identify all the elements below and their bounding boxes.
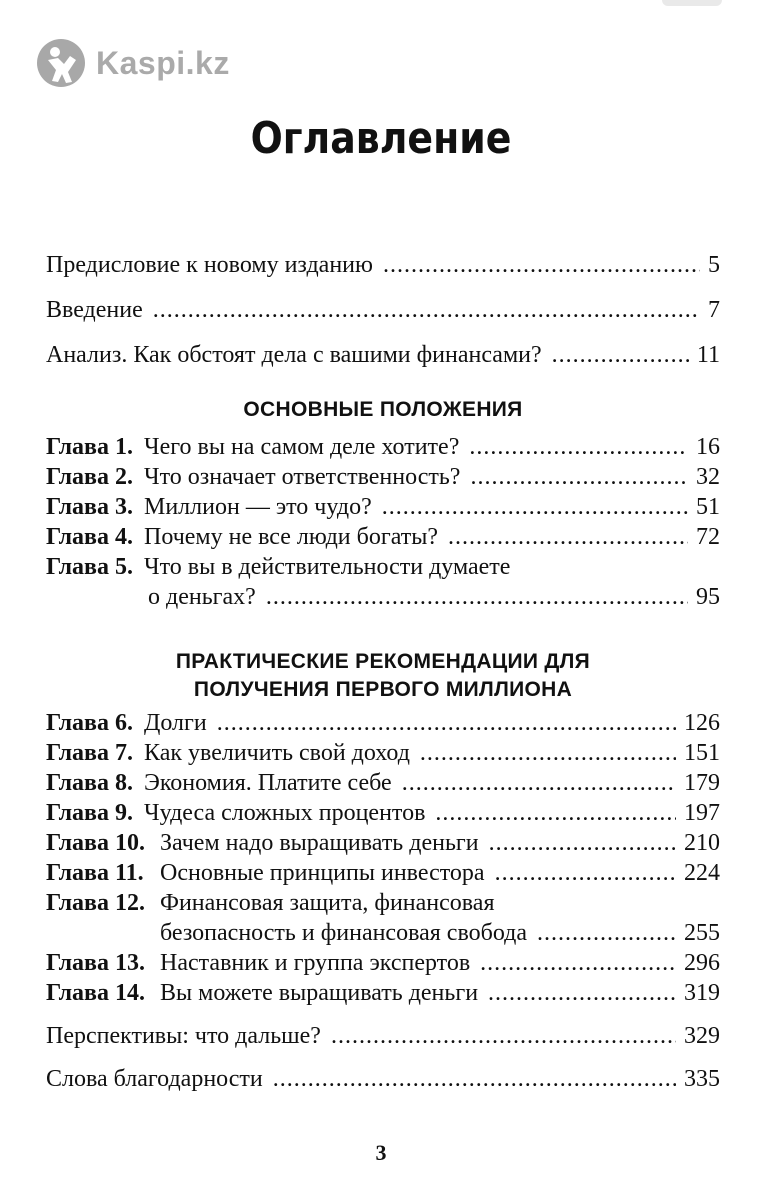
- kaspi-watermark: [36, 38, 230, 88]
- table-of-contents: [46, 250, 720, 1094]
- leader-dots: [537, 918, 676, 948]
- leader-dots: [488, 978, 676, 1008]
- chapter-label: Глава 5.: [46, 554, 133, 580]
- chapter-page: 32: [696, 464, 720, 490]
- chapter-entry: [46, 522, 720, 552]
- chapter-label: Глава 7.: [46, 740, 133, 766]
- entry-page: 329: [684, 1023, 720, 1049]
- entry-page: 5: [708, 252, 720, 278]
- chapter-label: Глава 1.: [46, 434, 133, 460]
- chapter-page: 126: [684, 710, 720, 736]
- chapter-label: Глава 13.: [46, 950, 145, 976]
- chapter-entry: [46, 828, 720, 858]
- chapter-label: Глава 2.: [46, 464, 133, 490]
- entry-title: Предисловие к новому изданию: [46, 252, 373, 278]
- section-practical: [46, 648, 720, 1008]
- chapter-label: Глава 10.: [46, 830, 145, 856]
- chapter-entry: [46, 492, 720, 522]
- chapter-label: Глава 3.: [46, 494, 133, 520]
- leader-dots: [489, 828, 676, 858]
- section-heading: ОСНОВНЫЕ ПОЛОЖЕНИЯ: [243, 398, 523, 421]
- toc-entry: [46, 295, 720, 325]
- chapter-entry-continuation: [46, 582, 720, 612]
- entry-page: 335: [684, 1066, 720, 1092]
- chapter-title: Миллион — это чудо?: [144, 494, 372, 520]
- chapter-title: Почему не все люди богаты?: [144, 524, 438, 550]
- page-title: Оглавление: [250, 113, 512, 164]
- section-basics: [46, 396, 720, 612]
- chapter-entry: [46, 432, 720, 462]
- chapter-label: Глава 12.: [46, 890, 145, 916]
- chapter-title: Что означает ответственность?: [144, 464, 461, 490]
- chapter-label: Глава 9.: [46, 800, 133, 826]
- chapter-title: Вы можете выращивать деньги: [160, 980, 479, 1006]
- chapter-page: 179: [684, 770, 720, 796]
- entry-title: Введение: [46, 297, 143, 323]
- leader-dots: [552, 340, 689, 370]
- chapter-page: 255: [684, 920, 720, 946]
- leader-dots: [273, 1064, 676, 1094]
- front-matter: [46, 250, 720, 370]
- chapter-title: Чего вы на самом деле хотите?: [144, 434, 460, 460]
- chapter-page: 210: [684, 830, 720, 856]
- chapter-title: Основные принципы инвестора: [160, 860, 485, 886]
- chapter-page: 197: [684, 800, 720, 826]
- toc-entry: [46, 250, 720, 280]
- chapter-entry: [46, 948, 720, 978]
- chapter-entry: [46, 462, 720, 492]
- chapter-title-continued: безопасность и финансовая свобода: [160, 920, 527, 946]
- entry-title: Слова благодарности: [46, 1066, 263, 1092]
- chapter-entry: [46, 768, 720, 798]
- leader-dots: [420, 738, 676, 768]
- chapter-title: Как увеличить свой доход: [144, 740, 410, 766]
- chapter-title: Финансовая защита, финансовая: [160, 890, 495, 916]
- kaspi-logo-icon: [36, 38, 86, 88]
- chapter-title: Экономия. Платите себе: [144, 770, 392, 796]
- chapter-entry: [46, 708, 720, 738]
- watermark-text: Kaspi.kz: [96, 44, 230, 81]
- chapter-title-continued: о деньгах?: [148, 584, 256, 610]
- section-heading: ПРАКТИЧЕСКИЕ РЕКОМЕНДАЦИИ ДЛЯ: [175, 650, 591, 673]
- chapter-page: 296: [684, 950, 720, 976]
- chapter-entry: [46, 978, 720, 1008]
- chapter-page: 51: [696, 494, 720, 520]
- chapter-page: 224: [684, 860, 720, 886]
- chapter-page: 319: [684, 980, 720, 1006]
- toc-entry: [46, 340, 720, 370]
- chapter-entry: [46, 552, 720, 582]
- entry-title: Анализ. Как обстоят дела с вашими финансами?: [46, 342, 542, 368]
- section-heading-line2: ПОЛУЧЕНИЯ ПЕРВОГО МИЛЛИОНА: [193, 678, 573, 701]
- chapter-title: Чудеса сложных процентов: [144, 800, 426, 826]
- chapter-entry-continuation: [46, 918, 720, 948]
- leader-dots: [153, 295, 700, 325]
- chapter-label: Глава 6.: [46, 710, 133, 736]
- toc-entry: [46, 1021, 720, 1051]
- chapter-entry: [46, 888, 720, 918]
- chapter-label: Глава 14.: [46, 980, 145, 1006]
- chapter-entry: [46, 858, 720, 888]
- leader-dots: [266, 582, 688, 612]
- top-edge-shade: [662, 0, 722, 6]
- chapter-label: Глава 11.: [46, 860, 144, 886]
- leader-dots: [383, 250, 700, 280]
- entry-page: 7: [708, 297, 720, 323]
- leader-dots: [469, 432, 688, 462]
- chapter-entry: [46, 798, 720, 828]
- chapter-entry: [46, 738, 720, 768]
- chapter-label: Глава 8.: [46, 770, 133, 796]
- chapter-page: 151: [684, 740, 720, 766]
- leader-dots: [480, 948, 676, 978]
- chapter-label: Глава 4.: [46, 524, 133, 550]
- chapter-page: 95: [696, 584, 720, 610]
- entry-title: Перспективы: что дальше?: [46, 1023, 321, 1049]
- chapter-title: Долги: [144, 710, 207, 736]
- toc-entry: [46, 1064, 720, 1094]
- leader-dots: [382, 492, 688, 522]
- chapter-title: Наставник и группа экспертов: [160, 950, 471, 976]
- leader-dots: [402, 768, 676, 798]
- leader-dots: [331, 1021, 676, 1051]
- back-matter: [46, 1021, 720, 1094]
- leader-dots: [495, 858, 676, 888]
- chapter-page: 16: [696, 434, 720, 460]
- page-number: 3: [375, 1140, 387, 1165]
- chapter-title: Что вы в действительности думаете: [144, 554, 511, 580]
- chapter-title: Зачем надо выращивать деньги: [160, 830, 479, 856]
- chapter-page: 72: [696, 524, 720, 550]
- entry-page: 11: [696, 342, 720, 368]
- leader-dots: [470, 462, 688, 492]
- leader-dots: [435, 798, 676, 828]
- leader-dots: [217, 708, 676, 738]
- leader-dots: [448, 522, 688, 552]
